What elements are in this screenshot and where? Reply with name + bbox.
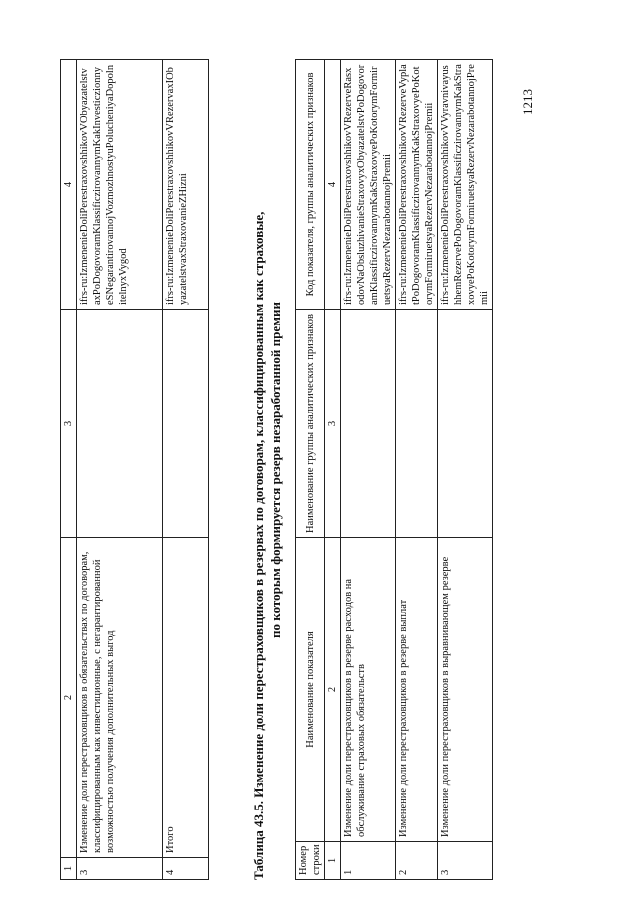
caption-line-2: по которым формируется резерв незаработанной премии	[268, 302, 283, 638]
caption-line-1: Таблица 43.5. Изменение доли перестраховщиков в резервах по договорам, классифицированным как страховые,	[251, 211, 266, 880]
row-code: ifrs-ru:IzmenenieDoliPerestraxovshhikovVRezervaxIObyazatelstvaxStraxovanieZHizni	[163, 60, 209, 310]
col-number: 1	[325, 842, 341, 880]
rotated-page	[60, 60, 580, 880]
row-name: Изменение доли перестраховщиков в выравнивающем резерве	[438, 538, 493, 842]
row-name: Изменение доли перестраховщиков в резерве расходов на обслуживание страховых обязательств	[341, 538, 396, 842]
header-number-row	[61, 60, 77, 880]
header-number-row	[325, 60, 341, 880]
col-number: 3	[61, 310, 77, 538]
row-number: 4	[163, 858, 209, 880]
header-group: Наименование группы аналитических признаков	[296, 310, 325, 538]
row-group	[341, 310, 396, 538]
row-group	[77, 310, 163, 538]
row-number: 1	[341, 842, 396, 880]
row-name: Итого	[163, 538, 209, 858]
header-code: Код показателя, группы аналитических признаков	[296, 60, 325, 310]
table-caption	[250, 60, 284, 880]
row-name: Изменение доли перестраховщиков в резерве выплат	[396, 538, 438, 842]
col-number: 2	[61, 538, 77, 858]
col-number: 2	[325, 538, 341, 842]
table-row	[396, 60, 438, 880]
col-number: 4	[61, 60, 77, 310]
page-number: 1213	[520, 89, 535, 115]
row-number: 2	[396, 842, 438, 880]
table-row	[341, 60, 396, 880]
table-row	[77, 60, 163, 880]
row-number: 3	[438, 842, 493, 880]
col-number: 3	[325, 310, 341, 538]
col-number: 1	[61, 858, 77, 880]
header-row-number: Номер строки	[296, 842, 325, 880]
row-group	[163, 310, 209, 538]
table-43-5	[295, 59, 493, 880]
col-number: 4	[325, 60, 341, 310]
row-code: ifrs-ru:IzmenenieDoliPerestraxovshhikovVRezerveVyplatPoDogovoramKlassificzirovannymKakStraxovyePoKotorymFormiruetsyaRezervNezarabotannojPremii	[396, 60, 438, 310]
row-code: ifrs-ru:IzmenenieDoliPerestraxovshhikovVRezerveRasxodovNaObsluzhivanieStraxovyxObyazatelstvPoDogovoramKlassificzirovannymKakStraxovyePoKotorymFormiruetsyaRezervNezarabotannojPremii	[341, 60, 396, 310]
row-name: Изменение доли перестраховщиков в обязательствах по договорам, классифицированным как инвестиционные, с негарантированной возможностью получения дополнительных выгод	[77, 538, 163, 858]
row-group	[396, 310, 438, 538]
header-row	[296, 60, 325, 880]
row-group	[438, 310, 493, 538]
row-code: ifrs-ru:IzmenenieDoliPerestraxovshhikovVVyravnivayushhemRezervePoDogovoramKlassificzirovannymKakStraxovyePoKotorymFormiruetsyaRezervNezarabotannojPremii	[438, 60, 493, 310]
header-name: Наименование показателя	[296, 538, 325, 842]
table-row	[438, 60, 493, 880]
continued-table	[60, 59, 209, 880]
row-number: 3	[77, 858, 163, 880]
table-row	[163, 60, 209, 880]
row-code: ifrs-ru:IzmenenieDoliPerestraxovshhikovVObyazatelstvaxPoDogovoramKlassificzirovannymKakInvesticzionnyeSNegarantirovannojVozmozhnostyuPolucheniyaDopolnitelnyxVygod	[77, 60, 163, 310]
